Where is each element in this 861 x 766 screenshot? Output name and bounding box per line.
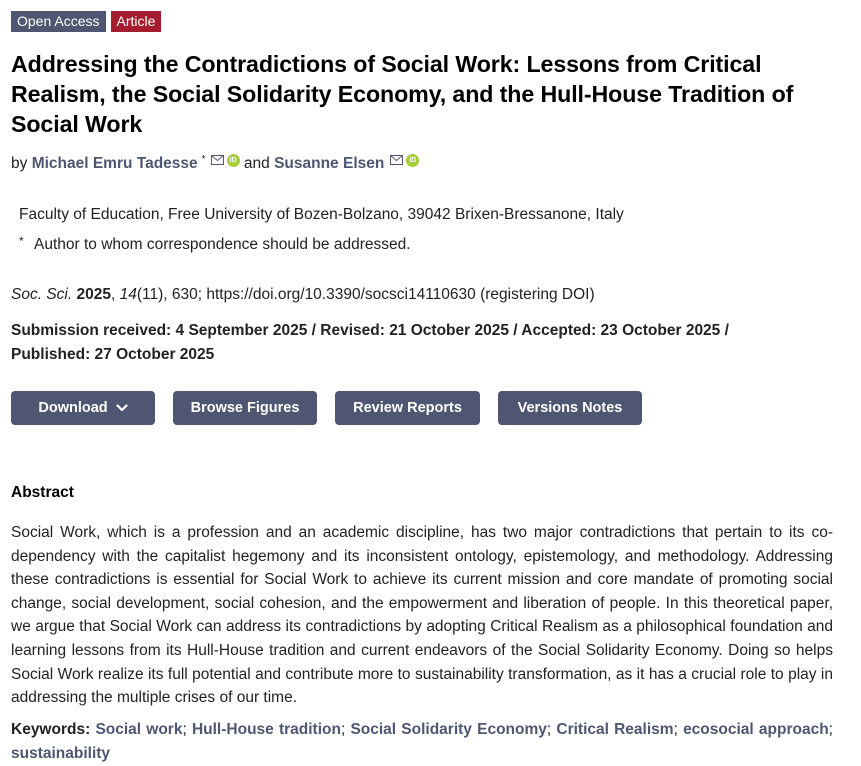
by-prefix: by [11, 155, 28, 172]
publication-dates [11, 319, 833, 367]
citation-line: Soc. Sci. 2025, 14(11), 630; https://doi.org/10.3390/socsci14110630 (registering DOI) [11, 286, 595, 303]
article-header [11, 11, 833, 766]
affiliations [19, 202, 833, 258]
keyword-separator: ; [828, 720, 833, 738]
keywords-label: Keywords: [11, 720, 91, 738]
author-link-tadesse[interactable]: Michael Emru Tadesse [31, 155, 198, 172]
keyword-link[interactable]: Social Solidarity Economy [350, 720, 547, 738]
browse-figures-button[interactable]: Browse Figures [173, 391, 317, 425]
orcid-icon[interactable]: iD [227, 154, 240, 167]
keywords-section [11, 718, 833, 766]
review-reports-button[interactable]: Review Reports [335, 391, 480, 425]
versions-notes-button[interactable]: Versions Notes [498, 391, 642, 425]
download-label: Download [38, 400, 108, 416]
chevron-down-icon [116, 404, 128, 412]
action-buttons [11, 391, 833, 425]
dates-line-2: Published: 27 October 2025 [11, 346, 215, 363]
affiliation-line: Faculty of Education, Free University of Bozen-Bolzano, 39042 Brixen-Bressanone, Italy [19, 206, 624, 223]
correspondence-text: Author to whom correspondence should be addressed. [34, 236, 411, 253]
journal-abbrev: Soc. Sci. [11, 286, 73, 303]
keyword-link[interactable]: Hull-House tradition [191, 720, 341, 738]
correspondence-star: * [19, 234, 24, 248]
dates-line-1: Submission received: 4 September 2025 / Revised: 21 October 2025 / Accepted: 23 October 2025 / [11, 322, 729, 339]
and-conjunction: and [243, 155, 270, 172]
correspondence-note [19, 228, 833, 258]
envelope-icon[interactable] [390, 150, 403, 172]
citation-year: 2025 [76, 286, 111, 303]
abstract-heading: Abstract [11, 484, 74, 501]
keyword-link[interactable]: Social work [95, 720, 183, 738]
article-title: Addressing the Contradictions of Social Work: Lessons from Critical Realism, the Social Solidarity Economy, and the Hull-House Tradition of Social Work [11, 51, 794, 137]
keyword-separator: ; [340, 720, 346, 738]
citation-rest: (11), 630; https://doi.org/10.3390/socsci14110630 (registering DOI) [136, 286, 595, 303]
keyword-separator: ; [673, 720, 678, 738]
citation-volume: 14 [119, 286, 137, 303]
corresponding-marker: * [201, 154, 206, 165]
keyword-link[interactable]: ecosocial approach [683, 720, 829, 738]
article-type-badge[interactable]: Article [111, 11, 162, 32]
open-access-badge[interactable]: Open Access [11, 11, 106, 32]
author-link-elsen[interactable]: Susanne Elsen [274, 155, 385, 172]
download-button[interactable] [11, 391, 155, 425]
abstract-body: Social Work, which is a profession and an academic discipline, has two major contradictions that pertain to its co-dependency with the capitalist hegemony and its inconsistent ontology, epistemology, and methodology. Addressing these contradictions is essential for Social Work to achieve its current mission and core mandate of promoting social change, social development, social cohesion, and the empowerment and liberation of people. In this theoretical paper, we argue that Social Work can address its contradictions by adopting Critical Realism as a philosophical foundation and learning lessons from its Hull-House tradition and current endeavors of the Social Solidarity Economy. Doing so helps Social Work realize its full potential and contribute more to sustainability transformation, as it has a crucial role to play in addressing the multiple crises of our time. [11, 524, 833, 707]
badge-row [11, 11, 833, 32]
keyword-link[interactable]: Critical Realism [556, 720, 674, 738]
keyword-link[interactable]: sustainability [11, 744, 111, 762]
envelope-icon[interactable] [211, 150, 224, 172]
keyword-separator: ; [546, 720, 552, 738]
orcid-icon[interactable]: iD [406, 154, 419, 167]
keyword-separator: ; [182, 720, 187, 738]
author-line [11, 149, 833, 175]
